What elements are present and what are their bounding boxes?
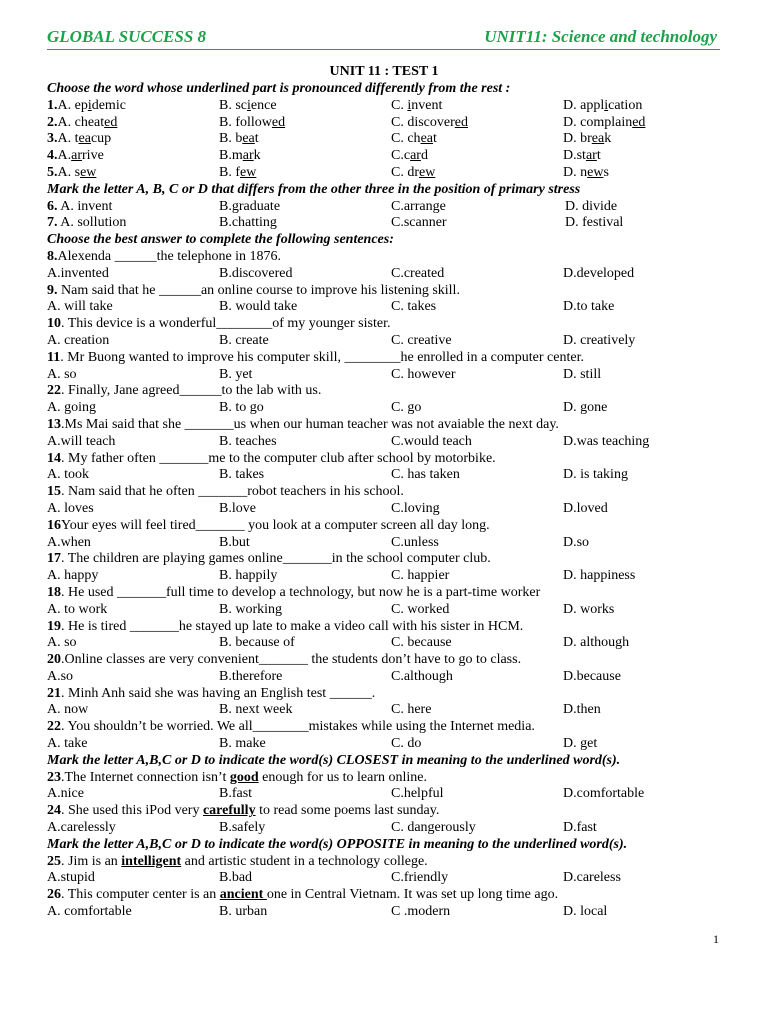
question-options bbox=[47, 786, 737, 803]
option-d: D.then bbox=[563, 702, 601, 718]
option-text: B. b bbox=[219, 131, 243, 147]
question-text: .The Internet connection isn’t bbox=[61, 769, 230, 785]
underlined-part: ew bbox=[240, 164, 257, 180]
question-text: . Mr Buong wanted to improve his computer skill, ________he enrolled in a computer center. bbox=[60, 349, 584, 365]
header-series: GLOBAL SUCCESS 8 bbox=[47, 27, 207, 46]
option-b: B.graduate bbox=[219, 198, 281, 214]
option-text: A. sollution bbox=[57, 215, 127, 231]
pron-question bbox=[47, 115, 737, 132]
underlined-part: i bbox=[87, 97, 92, 113]
question-stem bbox=[47, 283, 737, 300]
instruction-stress: Mark the letter A, B, C or D that differs from the other three in the position of primary stress bbox=[47, 181, 581, 197]
underlined-part: ew bbox=[80, 164, 97, 180]
option-text: A. invent bbox=[57, 198, 113, 214]
option-a: A.so bbox=[47, 668, 74, 684]
option-d: D. happiness bbox=[563, 568, 636, 584]
option-b: B. takes bbox=[219, 467, 265, 483]
question-stem bbox=[47, 383, 737, 400]
option-text: A. ep bbox=[57, 97, 88, 113]
option-text-end: t bbox=[596, 148, 601, 164]
option-d: D.because bbox=[563, 668, 621, 684]
closest-questions bbox=[47, 770, 737, 837]
option-d: D. get bbox=[563, 736, 598, 752]
underlined-word: intelligent bbox=[121, 853, 182, 869]
question-stem bbox=[47, 316, 737, 333]
option-d bbox=[563, 148, 601, 165]
option-c: C.friendly bbox=[391, 870, 449, 886]
option-text-end: rive bbox=[82, 148, 104, 164]
option-a: A. happy bbox=[47, 568, 99, 584]
question-text: .Ms Mai said that she _______us when our human teacher was not avaiable the next day. bbox=[61, 416, 559, 432]
option-b: B.bad bbox=[219, 870, 253, 886]
question-text: . This device is a wonderful________of my younger sister. bbox=[61, 316, 391, 332]
question-number: 11 bbox=[47, 349, 61, 365]
option-a bbox=[47, 131, 111, 148]
option-a: A. will take bbox=[47, 299, 113, 315]
pron-question bbox=[47, 98, 737, 115]
underlined-part: ed bbox=[632, 114, 646, 130]
option-c: C. do bbox=[391, 736, 422, 752]
stress-questions bbox=[47, 199, 737, 233]
option-a bbox=[47, 98, 126, 115]
question-options bbox=[47, 602, 737, 619]
question-stem bbox=[47, 518, 737, 535]
question-stem bbox=[47, 249, 737, 266]
option-b bbox=[219, 115, 285, 132]
option-a: A. loves bbox=[47, 500, 94, 516]
question-text: . The children are playing games online_______in the school computer club. bbox=[61, 551, 491, 567]
option-text: C.c bbox=[391, 148, 411, 164]
question-options bbox=[47, 904, 737, 921]
question-number: 10 bbox=[47, 316, 61, 332]
question-number: 17 bbox=[47, 551, 61, 567]
option-text-end: k bbox=[604, 131, 612, 147]
option-c: C.loving bbox=[391, 500, 440, 516]
question-options bbox=[47, 400, 737, 417]
option-text: B. sc bbox=[219, 97, 247, 113]
underlined-part: ed bbox=[454, 114, 468, 130]
option-a: A. going bbox=[47, 400, 96, 416]
question-number: 8. bbox=[47, 248, 58, 264]
option-text-end: nvent bbox=[411, 97, 443, 113]
question-number: 4. bbox=[47, 148, 58, 164]
question-text-end: and artistic student in a technology college. bbox=[181, 853, 428, 869]
option-text: D. n bbox=[563, 164, 588, 180]
question-text: . Finally, Jane agreed______to the lab with us. bbox=[61, 383, 322, 399]
question-stem bbox=[47, 484, 737, 501]
stress-question bbox=[47, 199, 737, 216]
question-options bbox=[47, 669, 737, 686]
question-stem bbox=[47, 451, 737, 468]
underlined-word: carefully bbox=[202, 803, 256, 819]
instruction-closest: Mark the letter A,B,C or D to indicate the word(s) CLOSEST in meaning to the underlined word(s). bbox=[47, 752, 621, 768]
option-c: C. takes bbox=[391, 299, 437, 315]
option-d: D. although bbox=[563, 635, 630, 651]
option-c: C. because bbox=[391, 635, 452, 651]
option-b: B.fast bbox=[219, 786, 253, 802]
question-text-end: one in Central Vietnam. It was set up long time ago. bbox=[266, 887, 559, 903]
question-stem bbox=[47, 551, 737, 568]
underlined-part: ar bbox=[71, 148, 83, 164]
option-a: A.will teach bbox=[47, 433, 116, 449]
option-text-end: d bbox=[420, 148, 428, 164]
option-b: B. would take bbox=[219, 299, 298, 315]
question-text: . This computer center is an bbox=[61, 887, 220, 903]
option-b: B. yet bbox=[219, 366, 253, 382]
underlined-part: i bbox=[247, 97, 251, 113]
question-stem bbox=[47, 854, 737, 871]
option-a bbox=[47, 165, 96, 182]
option-d bbox=[563, 165, 609, 182]
option-c: C.scanner bbox=[391, 215, 447, 231]
question-stem bbox=[47, 350, 737, 367]
option-a: A. take bbox=[47, 736, 88, 752]
option-b: B. happily bbox=[219, 568, 278, 584]
option-d: D. is taking bbox=[563, 467, 628, 483]
option-b: B. create bbox=[219, 332, 269, 348]
option-d bbox=[563, 115, 645, 132]
opposite-questions bbox=[47, 854, 737, 921]
option-c: C. go bbox=[391, 400, 422, 416]
question-text: . He used _______full time to develop a technology, but now he is a part-time worker bbox=[61, 584, 541, 600]
underlined-part: ar bbox=[585, 148, 597, 164]
underlined-word: good bbox=[229, 769, 259, 785]
underlined-part: ar bbox=[410, 148, 421, 164]
option-d: D.developed bbox=[563, 265, 635, 281]
instruction-pronunciation: Choose the word whose underlined part is pronounced differently from the rest : bbox=[47, 81, 511, 96]
option-a bbox=[47, 115, 117, 132]
option-text-end: t bbox=[254, 131, 259, 147]
question-options bbox=[47, 535, 737, 552]
option-c bbox=[391, 98, 442, 115]
option-a: A.nice bbox=[47, 786, 84, 802]
question-number: 15 bbox=[47, 484, 61, 500]
option-a: A. to work bbox=[47, 601, 108, 617]
question-stem bbox=[47, 803, 737, 820]
question-text: . Minh Anh said she was having an English test ______. bbox=[61, 685, 376, 701]
question-number: 18 bbox=[47, 584, 61, 600]
question-number: 23 bbox=[47, 769, 61, 785]
option-text: B.m bbox=[219, 148, 243, 164]
underlined-part: ew bbox=[419, 164, 436, 180]
pron-question bbox=[47, 165, 737, 182]
underlined-part: ed bbox=[271, 114, 286, 130]
option-text-end: cup bbox=[90, 131, 112, 147]
question-number: 14 bbox=[47, 450, 61, 466]
underlined-part: ea bbox=[78, 131, 91, 147]
question-text: . My father often _______me to the computer club after school by motorbike. bbox=[61, 450, 496, 466]
question-number: 5. bbox=[47, 164, 58, 180]
option-d: D. local bbox=[563, 904, 608, 920]
pron-question bbox=[47, 131, 737, 148]
question-options bbox=[47, 635, 737, 652]
pronunciation-questions bbox=[47, 98, 737, 182]
question-options bbox=[47, 299, 737, 316]
option-c: C .modern bbox=[391, 904, 451, 920]
underlined-part: ea bbox=[242, 131, 255, 147]
option-c: C.unless bbox=[391, 534, 439, 550]
option-d: D. gone bbox=[563, 400, 608, 416]
option-text: D.st bbox=[563, 148, 586, 164]
option-a: A. creation bbox=[47, 332, 110, 348]
option-b bbox=[219, 165, 256, 182]
question-text: . He is tired _______he stayed up late to make a video call with his sister in HCM. bbox=[61, 618, 524, 634]
option-text: A. cheat bbox=[57, 114, 105, 130]
question-number: 25 bbox=[47, 853, 61, 869]
question-options bbox=[47, 501, 737, 518]
option-d: D. festival bbox=[565, 215, 624, 231]
option-a: A.carelessly bbox=[47, 820, 116, 836]
underlined-word: ancient bbox=[219, 887, 267, 903]
question-options bbox=[47, 434, 737, 451]
page-header bbox=[47, 27, 720, 50]
option-text: B. follow bbox=[219, 114, 272, 130]
question-number: 3. bbox=[47, 131, 58, 147]
option-c: C. worked bbox=[391, 601, 450, 617]
option-d: D.so bbox=[563, 534, 590, 550]
question-number: 6. bbox=[47, 198, 58, 214]
question-text: . You shouldn’t be worried. We all________mistakes while using the Internet media. bbox=[61, 719, 535, 735]
option-a bbox=[47, 215, 126, 232]
option-c bbox=[391, 165, 435, 182]
question-number: 2. bbox=[47, 114, 58, 130]
question-number: 13 bbox=[47, 416, 61, 432]
option-c bbox=[391, 148, 428, 165]
underlined-part: ew bbox=[587, 164, 604, 180]
option-d: D. divide bbox=[565, 198, 618, 214]
option-a: A. so bbox=[47, 635, 77, 651]
option-text: C. bbox=[391, 97, 408, 113]
option-c: C. here bbox=[391, 702, 432, 718]
option-text-end: ence bbox=[250, 97, 277, 113]
question-options bbox=[47, 568, 737, 585]
option-a: A.invented bbox=[47, 265, 109, 281]
option-b bbox=[219, 98, 277, 115]
question-number: 22 bbox=[47, 719, 61, 735]
option-text: B. f bbox=[219, 164, 240, 180]
option-c: C.although bbox=[391, 668, 453, 684]
option-text: C. dr bbox=[391, 164, 419, 180]
question-options bbox=[47, 367, 737, 384]
option-d bbox=[563, 98, 642, 115]
option-a: A. so bbox=[47, 366, 77, 382]
option-text: C. ch bbox=[391, 131, 421, 147]
question-stem bbox=[47, 686, 737, 703]
question-stem bbox=[47, 887, 737, 904]
option-d: D.fast bbox=[563, 820, 597, 836]
underlined-part: i bbox=[604, 97, 609, 113]
option-c: C.would teach bbox=[391, 433, 472, 449]
pron-question bbox=[47, 148, 737, 165]
option-c bbox=[391, 115, 468, 132]
question-stem bbox=[47, 652, 737, 669]
option-a bbox=[47, 199, 112, 216]
option-d bbox=[563, 131, 611, 148]
option-text: A. bbox=[57, 148, 72, 164]
underlined-part: ea bbox=[591, 131, 605, 147]
option-a bbox=[47, 148, 104, 165]
question-options bbox=[47, 266, 737, 283]
option-c: C. however bbox=[391, 366, 456, 382]
question-text: . She used this iPod very bbox=[61, 803, 203, 819]
question-text: .Online classes are very convenient_______ the students don’t have to go to class. bbox=[61, 652, 522, 668]
question-options bbox=[47, 736, 737, 753]
test-title: UNIT 11 : TEST 1 bbox=[329, 64, 439, 79]
option-text-end: demic bbox=[91, 97, 126, 113]
question-options bbox=[47, 820, 737, 837]
question-text: . Nam said that he often _______robot teachers in his school. bbox=[61, 484, 404, 500]
option-d: D.comfortable bbox=[563, 786, 645, 802]
option-d: D. still bbox=[563, 366, 602, 382]
option-c: C. happier bbox=[391, 568, 450, 584]
option-b: B.discovered bbox=[219, 265, 293, 281]
option-text: A. t bbox=[57, 131, 79, 147]
question-number: 24 bbox=[47, 803, 61, 819]
stress-question bbox=[47, 215, 737, 232]
option-b: B.but bbox=[219, 534, 250, 550]
test-content bbox=[47, 81, 737, 921]
header-unit: UNIT11: Science and technology bbox=[484, 27, 717, 46]
page-number: 1 bbox=[713, 932, 719, 946]
option-a: A. comfortable bbox=[47, 904, 132, 920]
option-d: D. works bbox=[563, 601, 615, 617]
completion-questions bbox=[47, 249, 737, 753]
option-text: D. appl bbox=[563, 97, 605, 113]
question-options bbox=[47, 333, 737, 350]
question-stem bbox=[47, 719, 737, 736]
question-number: 26 bbox=[47, 887, 61, 903]
option-d: D.to take bbox=[563, 299, 615, 315]
option-b: B. working bbox=[219, 601, 282, 617]
question-number: 21 bbox=[47, 685, 61, 701]
option-c: C.helpful bbox=[391, 786, 444, 802]
option-text-end: t bbox=[433, 131, 437, 147]
question-number: 7. bbox=[47, 215, 58, 231]
option-b: B. to go bbox=[219, 400, 264, 416]
option-a: A. now bbox=[47, 702, 89, 718]
option-a: A.stupid bbox=[47, 870, 95, 886]
question-number: 9. bbox=[47, 282, 58, 298]
option-d: D.was teaching bbox=[563, 433, 650, 449]
instruction-opposite: Mark the letter A,B,C or D to indicate the word(s) OPPOSITE in meaning to the underlined word(s). bbox=[47, 836, 628, 852]
option-text: D. complain bbox=[563, 114, 633, 130]
option-b: B.therefore bbox=[219, 668, 283, 684]
question-text: Nam said that he ______an online course to improve his listening skill. bbox=[57, 282, 460, 298]
question-text-end: enough for us to learn online. bbox=[258, 769, 428, 785]
option-b: B.love bbox=[219, 500, 256, 516]
question-options bbox=[47, 702, 737, 719]
underlined-part: ed bbox=[104, 114, 118, 130]
option-b: B.safely bbox=[219, 820, 266, 836]
question-number: 19 bbox=[47, 618, 61, 634]
question-number: 16 bbox=[47, 517, 61, 533]
option-text-end: cation bbox=[608, 97, 643, 113]
question-stem bbox=[47, 770, 737, 787]
option-d: D.careless bbox=[563, 870, 621, 886]
question-stem bbox=[47, 619, 737, 636]
option-b: B. urban bbox=[219, 904, 268, 920]
question-number: 1. bbox=[47, 97, 58, 113]
option-c: C. has taken bbox=[391, 467, 460, 483]
question-number: 20 bbox=[47, 652, 61, 668]
question-options bbox=[47, 870, 737, 887]
option-c bbox=[391, 131, 437, 148]
option-d: D. creatively bbox=[563, 332, 636, 348]
underlined-part: ea bbox=[420, 131, 433, 147]
option-c: C.arrange bbox=[391, 198, 446, 214]
underlined-part: i bbox=[407, 97, 412, 113]
underlined-part: ar bbox=[242, 148, 254, 164]
option-c: C. dangerously bbox=[391, 820, 476, 836]
option-d: D.loved bbox=[563, 500, 608, 516]
option-text-end: k bbox=[253, 148, 261, 164]
option-text: C. discover bbox=[391, 114, 455, 130]
option-b: B. teaches bbox=[219, 433, 277, 449]
question-number: 22 bbox=[47, 383, 61, 399]
question-stem bbox=[47, 585, 737, 602]
question-options bbox=[47, 467, 737, 484]
option-text: D. br bbox=[563, 131, 592, 147]
option-c: C.created bbox=[391, 265, 445, 281]
option-b: B. next week bbox=[219, 702, 293, 718]
option-c: C. creative bbox=[391, 332, 452, 348]
option-text-end: s bbox=[603, 164, 609, 180]
option-b: B.chatting bbox=[219, 215, 277, 231]
option-b bbox=[219, 131, 259, 148]
question-text: Your eyes will feel tired_______ you look at a computer screen all day long. bbox=[61, 517, 490, 533]
option-text: A. s bbox=[57, 164, 81, 180]
question-stem bbox=[47, 417, 737, 434]
question-text-end: to read some poems last sunday. bbox=[255, 803, 440, 819]
option-a: A. took bbox=[47, 467, 89, 483]
instruction-complete: Choose the best answer to complete the following sentences: bbox=[47, 232, 394, 248]
option-a: A.when bbox=[47, 534, 91, 550]
question-text: Alexenda ______the telephone in 1876. bbox=[57, 248, 282, 264]
option-b: B. make bbox=[219, 736, 266, 752]
option-b: B. because of bbox=[219, 635, 295, 651]
question-text: . Jim is an bbox=[61, 853, 122, 869]
option-b bbox=[219, 148, 261, 165]
